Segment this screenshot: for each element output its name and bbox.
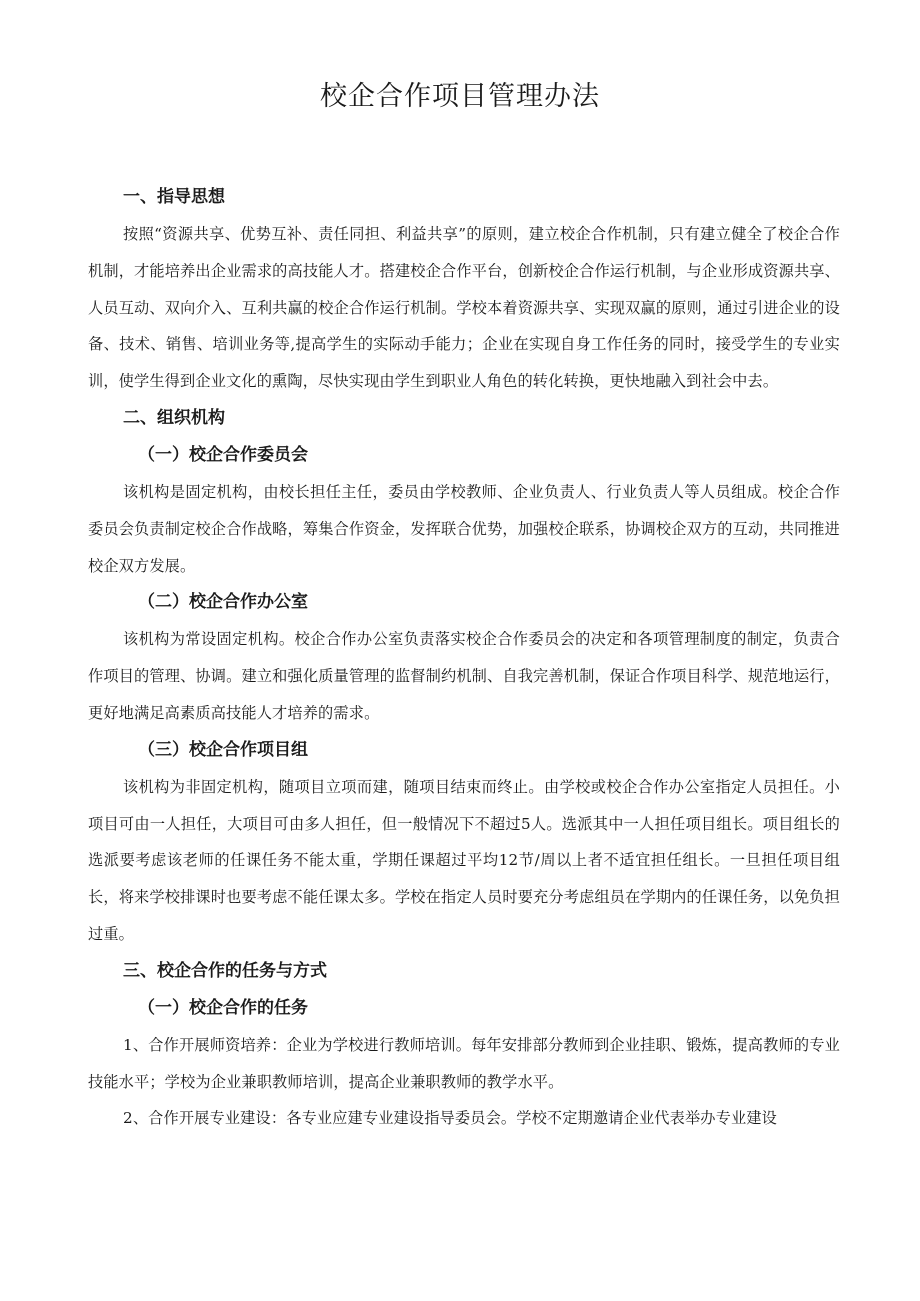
paragraph-guiding-ideology: 按照“资源共享、优势互补、责任同担、利益共享”的原则，建立校企合作机制，只有建立健全了校企合作机制，才能培养出企业需求的高技能人才。搭建校企合作平台，创新校企合作运行机制，与企业形成资源共享、人员互动、双向介入、互利共赢的校企合作运行机制。学校本着资源共享、实现双赢的原则，通过引进企业的设备、技术、销售、培训业务等,提高学生的实际动手能力；企业在实现自身工作任务的同时，接受学生的专业实训，使学生得到企业文化的熏陶，尽快实现由学生到职业人角色的转化转换，更快地融入到社会中去。: [88, 225, 840, 391]
paragraph-task-teacher-training: 1、合作开展师资培养：企业为学校进行教师培训。每年安排部分教师到企业挂职、锻炼，提高教师的专业技能水平；学校为企业兼职教师培训，提高企业兼职教师的教学水平。: [88, 1035, 840, 1091]
subsection-heading-office: （二）校企合作办公室: [138, 592, 308, 613]
section-heading-organization: 二、组织机构: [123, 407, 225, 428]
section-heading-guiding-ideology: 一、指导思想: [123, 187, 225, 207]
subsection-heading-tasks: （一）校企合作的任务: [138, 997, 308, 1018]
subsection-heading-committee: （一）校企合作委员会: [138, 444, 308, 465]
paragraph-committee: 该机构是固定机构，由校长担任主任，委员由学校教师、企业负责人、行业负责人等人员组成。校企合作委员会负责制定校企合作战略，筹集合作资金，发挥联合优势，加强校企联系，协调校企双方的互动，共同推进校企双方发展。: [88, 482, 840, 575]
document-body: [88, 179, 840, 1137]
paragraph-project-group: 该机构为非固定机构，随项目立项而建，随项目结束而终止。由学校或校企合作办公室指定人员担任。小项目可由一人担任，大项目可由多人担任，但一般情况下不超过5人。选派其中一人担任项目组长。项目组长的选派要考虑该老师的任课任务不能太重，学期任课超过平均12节/周以上者不适宜担任组长。一旦担任项目组长，将来学校排课时也要考虑不能任课太多。学校在指定人员时要充分考虑组员在学期内的任课任务，以免负担过重。: [88, 777, 840, 943]
document-title: 校企合作项目管理办法: [320, 81, 600, 112]
subsection-heading-project-group: （三）校企合作项目组: [138, 739, 308, 760]
paragraph-office: 该机构为常设固定机构。校企合作办公室负责落实校企合作委员会的决定和各项管理制度的制定，负责合作项目的管理、协调。建立和强化质量管理的监督制约机制、自我完善机制，保证合作项目科学、规范地运行，更好地满足高素质高技能人才培养的需求。: [88, 630, 840, 722]
section-heading-tasks-and-methods: 三、校企合作的任务与方式: [123, 960, 327, 981]
paragraph-task-program-building: 2、合作开展专业建设：各专业应建专业建设指导委员会。学校不定期邀请企业代表举办专业建设: [123, 1109, 777, 1128]
